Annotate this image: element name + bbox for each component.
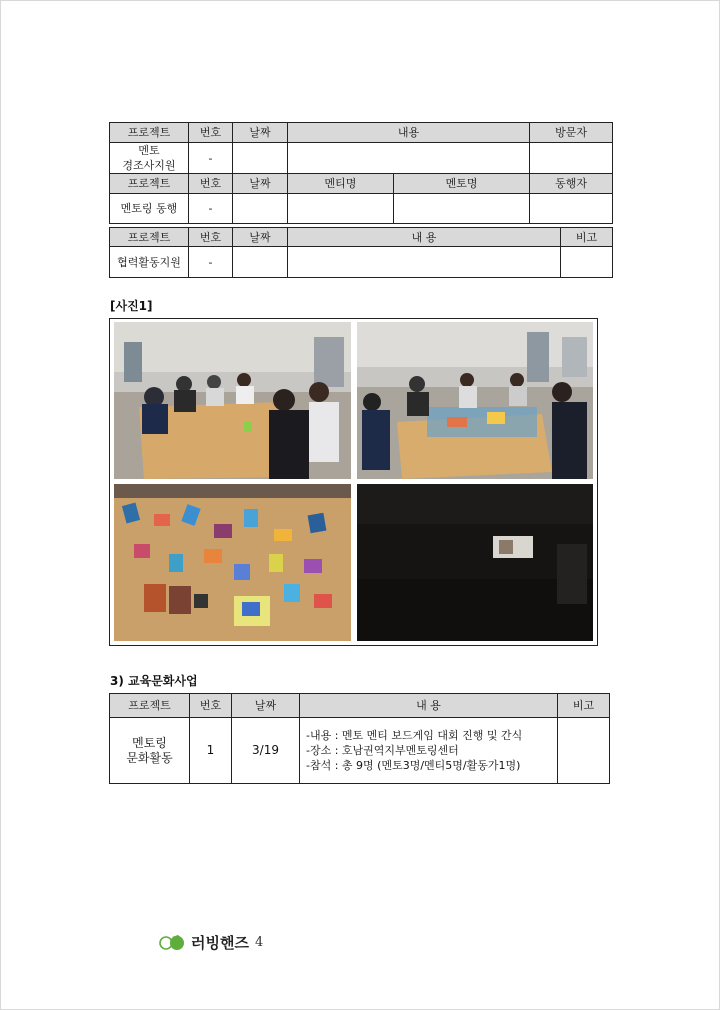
loving-hands-logo-icon <box>158 934 188 952</box>
header-project: 프로젝트 <box>110 694 190 718</box>
table-header-row <box>110 123 613 143</box>
project-cell: 멘토링 문화활동 <box>110 718 190 784</box>
header-content: 내용 <box>288 123 530 143</box>
photo-grid <box>109 318 598 646</box>
date-cell <box>233 143 288 174</box>
date-cell: 3/19 <box>232 718 300 784</box>
header-visitor: 방문자 <box>530 123 613 143</box>
photo-dark-screening-room <box>357 484 593 641</box>
mentoring-support-table <box>109 122 613 224</box>
header-project: 프로젝트 <box>110 174 189 194</box>
table-row <box>110 194 613 224</box>
table-header-row <box>110 694 610 718</box>
header-date: 날짜 <box>232 694 300 718</box>
header-mentee: 멘티명 <box>288 174 394 194</box>
brand-name: 러빙핸즈 <box>191 934 249 952</box>
table-header-row <box>110 228 613 247</box>
footer <box>158 932 263 953</box>
photo-section-title: [사진1] <box>110 299 153 313</box>
project-cell: 멘토링 동행 <box>110 194 189 224</box>
project-cell: 협력활동지원 <box>110 247 189 278</box>
header-number: 번호 <box>189 228 233 247</box>
content-cell <box>300 718 558 784</box>
table-row <box>110 718 610 784</box>
note-cell <box>561 247 613 278</box>
header-note: 비고 <box>561 228 613 247</box>
header-note: 비고 <box>558 694 610 718</box>
photo-game-cards-table <box>114 484 351 641</box>
visitor-cell <box>530 143 613 174</box>
content-cell <box>288 143 530 174</box>
page-number: 4 <box>254 935 264 950</box>
content-cell <box>288 247 561 278</box>
header-number: 번호 <box>189 174 233 194</box>
project-cell: 멘토 경조사지원 <box>110 143 189 174</box>
photo-board-game-room-2 <box>357 322 593 479</box>
photo-board-game-room-1 <box>114 322 351 479</box>
section-title-education-culture: 3) 교육문화사업 <box>110 674 198 688</box>
number-cell: - <box>189 247 233 278</box>
content-line: -참석 : 총 9명 (멘토3명/멘티5명/활동가1명) <box>306 759 521 772</box>
header-date: 날짜 <box>233 174 288 194</box>
date-cell <box>233 194 288 224</box>
table-row <box>110 143 613 174</box>
mentee-cell <box>288 194 394 224</box>
header-date: 날짜 <box>233 228 288 247</box>
companion-cell <box>530 194 613 224</box>
table-row <box>110 247 613 278</box>
cooperation-table <box>109 227 613 278</box>
number-cell: - <box>189 194 233 224</box>
header-content: 내 용 <box>288 228 561 247</box>
content-line: -내용 : 멘토 멘티 보드게임 대회 진행 및 간식 <box>306 729 523 742</box>
table-header-row <box>110 174 613 194</box>
header-project: 프로젝트 <box>110 123 189 143</box>
date-cell <box>233 247 288 278</box>
content-line: -장소 : 호남권역지부멘토링센터 <box>306 744 459 757</box>
header-content: 내 용 <box>300 694 558 718</box>
note-cell <box>558 718 610 784</box>
number-cell: - <box>189 143 233 174</box>
header-project: 프로젝트 <box>110 228 189 247</box>
education-culture-table <box>109 693 610 784</box>
number-cell: 1 <box>190 718 232 784</box>
header-number: 번호 <box>190 694 232 718</box>
header-number: 번호 <box>189 123 233 143</box>
header-date: 날짜 <box>233 123 288 143</box>
mentor-cell <box>394 194 530 224</box>
header-companion: 동행자 <box>530 174 613 194</box>
header-mentor: 멘토명 <box>394 174 530 194</box>
